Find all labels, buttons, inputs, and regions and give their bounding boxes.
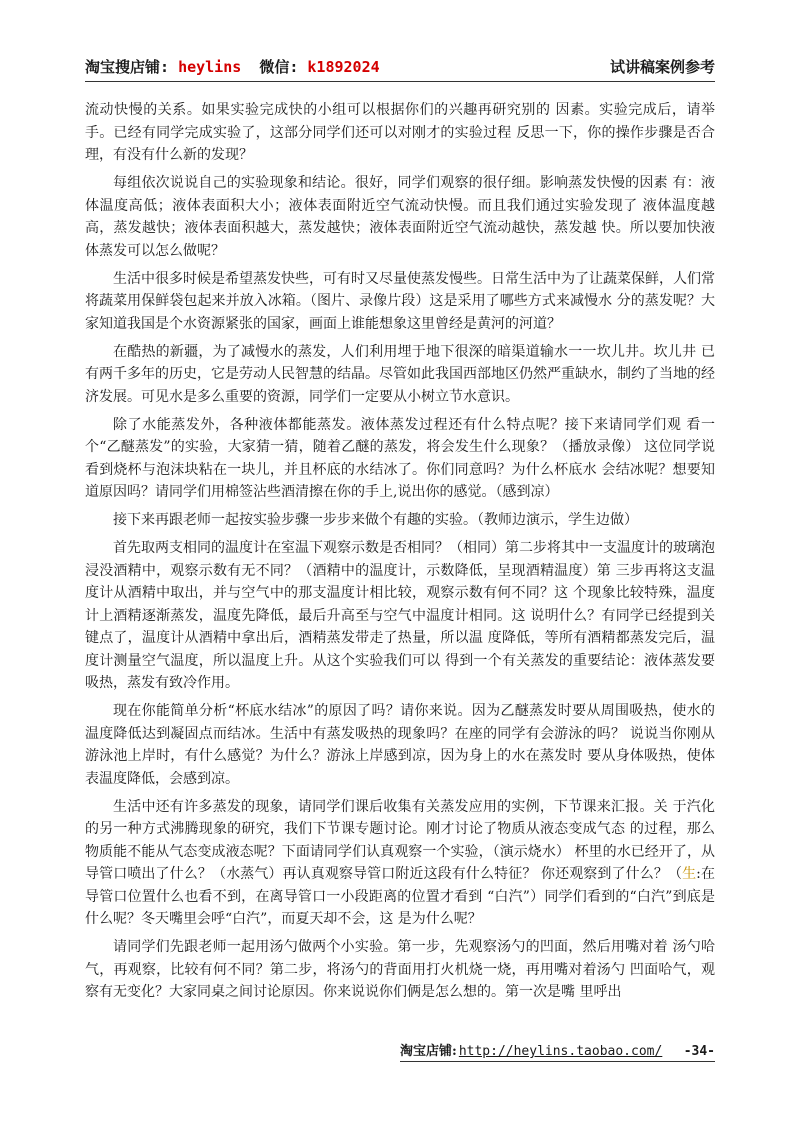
header-doc-type: 试讲稿案例参考 — [609, 58, 715, 76]
page-footer — [400, 1036, 715, 1062]
paragraph: 流动快慢的关系。如果实验完成快的小组可以根据你们的兴趣再研究别的 因素。实验完成后，请举手。已经有同学完成实验了，这部分同学们还可以对刚才的实验过程 反思一下，你的操作步骤是否合理，有没有什么新的发现？ — [85, 102, 715, 163]
paragraph-text: 生活中还有许多蒸发的现象，请同学们课后收集有关蒸发应用的实例，下节课来汇报。关 于汽化的另一种方式沸腾现象的研究，我们下节课专题讨论。刚才讨论了物质从液态变成气态 的过程，那么物质能不能从气态变成液态呢？下面请同学们认真观察一个实验，（演示烧水） 杯里的水已经开了，从导管口喷出了什么？（水蒸气）再认真观察导管口附近这段有什么特征？ 你还观察到了什么？（ — [85, 798, 715, 882]
page-number: -34- — [683, 1044, 715, 1059]
paragraph: 现在你能简单分析“杯底水结冰”的原因了吗？请你来说。因为乙醚蒸发时要从周围吸热，使水的温度降低达到凝固点而结冰。生活中有蒸发吸热的现象吗？在座的同学有会游泳的吗？ 说说当你刚从游泳池上岸时，有什么感觉？为什么？游泳上岸感到凉，因为身上的水在蒸发时 要从身体吸热，使体表温度降低，会感到凉。 — [85, 703, 715, 787]
paragraph: 请同学们先跟老师一起用汤勺做两个小实验。第一步，先观察汤勺的凹面，然后用嘴对着 汤勺哈气，再观察，比较有何不同？第二步，将汤勺的背面用打火机烧一烧，再用嘴对着汤勺 凹面哈气，观察有无变化？大家同桌之间讨论原因。你来说说你们俩是怎么想的。第一次是嘴 里呼出 — [85, 939, 715, 1000]
paragraph: 接下来再跟老师一起按实验步骤一步步来做个有趣的实验。（教师边演示，学生边做） — [113, 512, 638, 528]
page-header — [85, 52, 715, 82]
header-shop-name: heylins — [178, 58, 242, 76]
paragraph: 每组依次说说自己的实验现象和结论。很好，同学们观察的很仔细。影响蒸发快慢的因素 有：液体温度高低；液体表面积大小；液体表面附近空气流动快慢。而且我们通过实验发现了 液体温度越高，蒸发越快；液体表面积越大，蒸发越快；液体表面附近空气流动越快，蒸发越 快。所以要加快液体蒸发可以怎么做呢？ — [85, 175, 715, 259]
footer-shop-label: 淘宝店铺: — [400, 1044, 457, 1059]
header-wechat-label: 微信: — [241, 58, 308, 76]
paragraph: 在酷热的新疆，为了减慢水的蒸发，人们利用埋于地下很深的暗渠道输水一一坎儿井。坎儿井 已有两千多年的历史，它是劳动人民智慧的结晶。尽管如此我国西部地区仍然严重缺水，制约了当地的经济发展。可见水是多么重要的资源，同学们一定要从小树立节水意识。 — [85, 343, 715, 405]
footer-url-link[interactable]: http://heylins.taobao.com/ — [458, 1044, 663, 1059]
header-wechat-id: k1892024 — [307, 58, 380, 76]
header-shop-info — [85, 56, 380, 77]
paragraph: 首先取两支相同的温度计在室温下观察示数是否相同？（相同）第二步将其中一支温度计的玻璃泡浸没酒精中，观察示数有无不同？（酒精中的温度计，示数降低，呈现酒精温度）第 三步再将这支温度计从酒精中取出，并与空气中的那支温度计相比较，观察示数有何不同？这 个现象比较特殊，温度计上酒精逐渐蒸发，温度先降低，最后升高至与空气中温度计相同。这 说明什么？有同学已经提到关键点了，温度计从酒精中拿出后，酒精蒸发带走了热量，所以温 度降低，等所有酒精都蒸发完后，温度计测量空气温度，所以温度上升。从这个实验我们可以 得到一个有关蒸发的重要结论：液体蒸发要吸热，蒸发有致冷作用。 — [85, 540, 715, 691]
paragraph-text: :在导管口位置什么也看不到，在离导管口一小段距离的位置才看到 “白汽”）同学们看到的“白汽”到底是什么呢？冬天嘴里会呼“白汽”，而夏天却不会，这 是为什么呢？ — [85, 866, 715, 927]
header-shop-label: 淘宝搜店铺: — [85, 58, 179, 76]
paragraph — [85, 796, 715, 931]
paragraph: 除了水能蒸发外，各种液体都能蒸发。液体蒸发过程还有什么特点呢？接下来请同学们观 看一个“乙醚蒸发”的实验，大家猜一猜，随着乙醚的蒸发，将会发生什么现象？（播放录像） 这位同学说看到烧杯与泡沫块粘在一块儿，并且杯底的水结冰了。你们同意吗？为什么杯底水 会结冰呢？想要知道原因吗？请同学们用棉签沾些酒清擦在你的手上,说出你的感觉。（感到凉） — [85, 416, 715, 500]
paragraph: 生活中很多时候是希望蒸发快些，可有时又尽量使蒸发慢些。日常生活中为了让蔬菜保鲜，人们常将蔬菜用保鲜袋包起来并放入冰箱。（图片、录像片段）这是采用了哪些方式来减慢水 分的蒸发呢？大家知道我国是个水资源紧张的国家，画面上谁能想象这里曾经是黄河的河道？ — [85, 270, 715, 332]
student-marker: 生 — [682, 866, 697, 882]
document-body — [85, 99, 715, 1009]
